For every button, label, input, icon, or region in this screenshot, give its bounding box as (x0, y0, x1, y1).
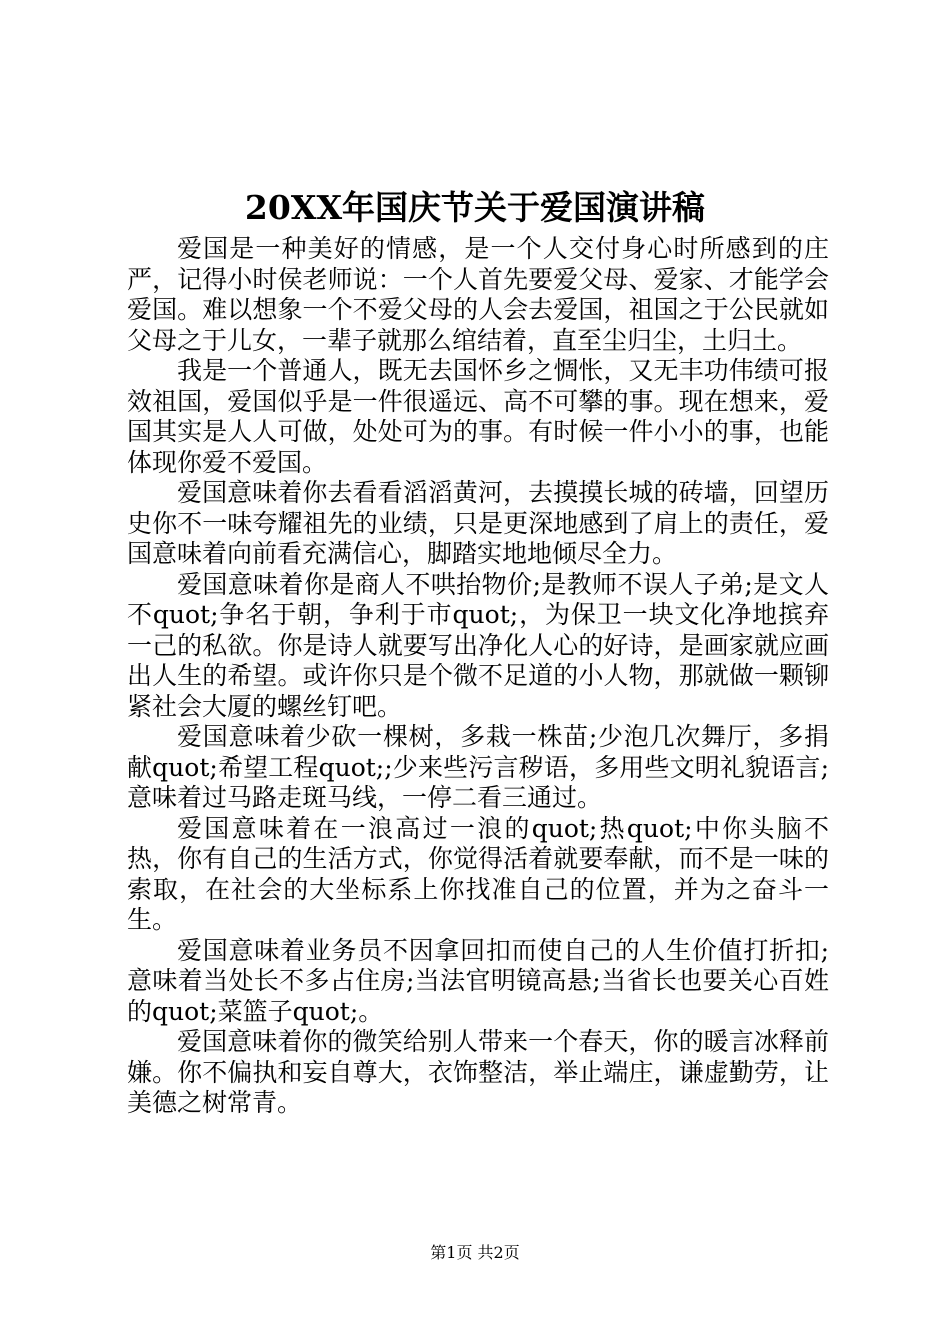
paragraph: 爱国意味着你去看看滔滔黄河，去摸摸长城的砖墙，回望历史你不一味夸耀祖先的业绩，只是更深地感到了肩上的责任，爱国意味着向前看充满信心，脚踏实地地倾尽全力。 (127, 478, 829, 568)
paragraph: 爱国意味着你是商人不哄抬物价;是教师不误人子弟;是文人不quot;争名于朝，争利于市quot;，为保卫一块文化净地摈弃一己的私欲。你是诗人就要写出净化人心的好诗，是画家就应画出人生的希望。或许你只是个微不足道的小人物，那就做一颗铆紧社会大厦的螺丝钉吧。 (127, 569, 829, 721)
page-footer: 第1页 共2页 (430, 1243, 520, 1262)
paragraph: 爱国意味着少砍一棵树，多栽一株苗;少泡几次舞厅，多捐献quot;希望工程quot;;少来些污言秽语，多用些文明礼貌语言;意味着过马路走斑马线，一停二看三通过。 (127, 722, 829, 812)
paragraph: 爱国是一种美好的情感，是一个人交付身心时所感到的庄严，记得小时侯老师说：一个人首先要爱父母、爱家、才能学会爱国。难以想象一个不爱父母的人会去爱国，祖国之于公民就如父母之于儿女，一辈子就那么绾结着，直至尘归尘，土归土。 (127, 234, 829, 355)
paragraph: 爱国意味着在一浪高过一浪的quot;热quot;中你头脑不热，你有自己的生活方式，你觉得活着就要奉献，而不是一味的索取，在社会的大坐标系上你找准自己的位置，并为之奋斗一生。 (127, 813, 829, 934)
document-title: 20XX年国庆节关于爱国演讲稿 (244, 188, 706, 227)
paragraph: 爱国意味着业务员不因拿回扣而使自己的人生价值打折扣;意味着当处长不多占住房;当法官明镜高悬;当省长也要关心百姓的quot;菜篮子quot;。 (127, 935, 829, 1026)
document-body (127, 234, 829, 1119)
paragraph: 爱国意味着你的微笑给别人带来一个春天，你的暖言冰释前嫌。你不偏执和妄自尊大，衣饰整洁，举止端庄，谦虚勤劳，让美德之树常青。 (127, 1027, 829, 1117)
paragraph: 我是一个普通人，既无去国怀乡之惆怅，又无丰功伟绩可报效祖国，爱国似乎是一件很遥远、高不可攀的事。现在想来，爱国其实是人人可做，处处可为的事。有时候一件小小的事，也能体现你爱不爱国。 (127, 356, 829, 477)
